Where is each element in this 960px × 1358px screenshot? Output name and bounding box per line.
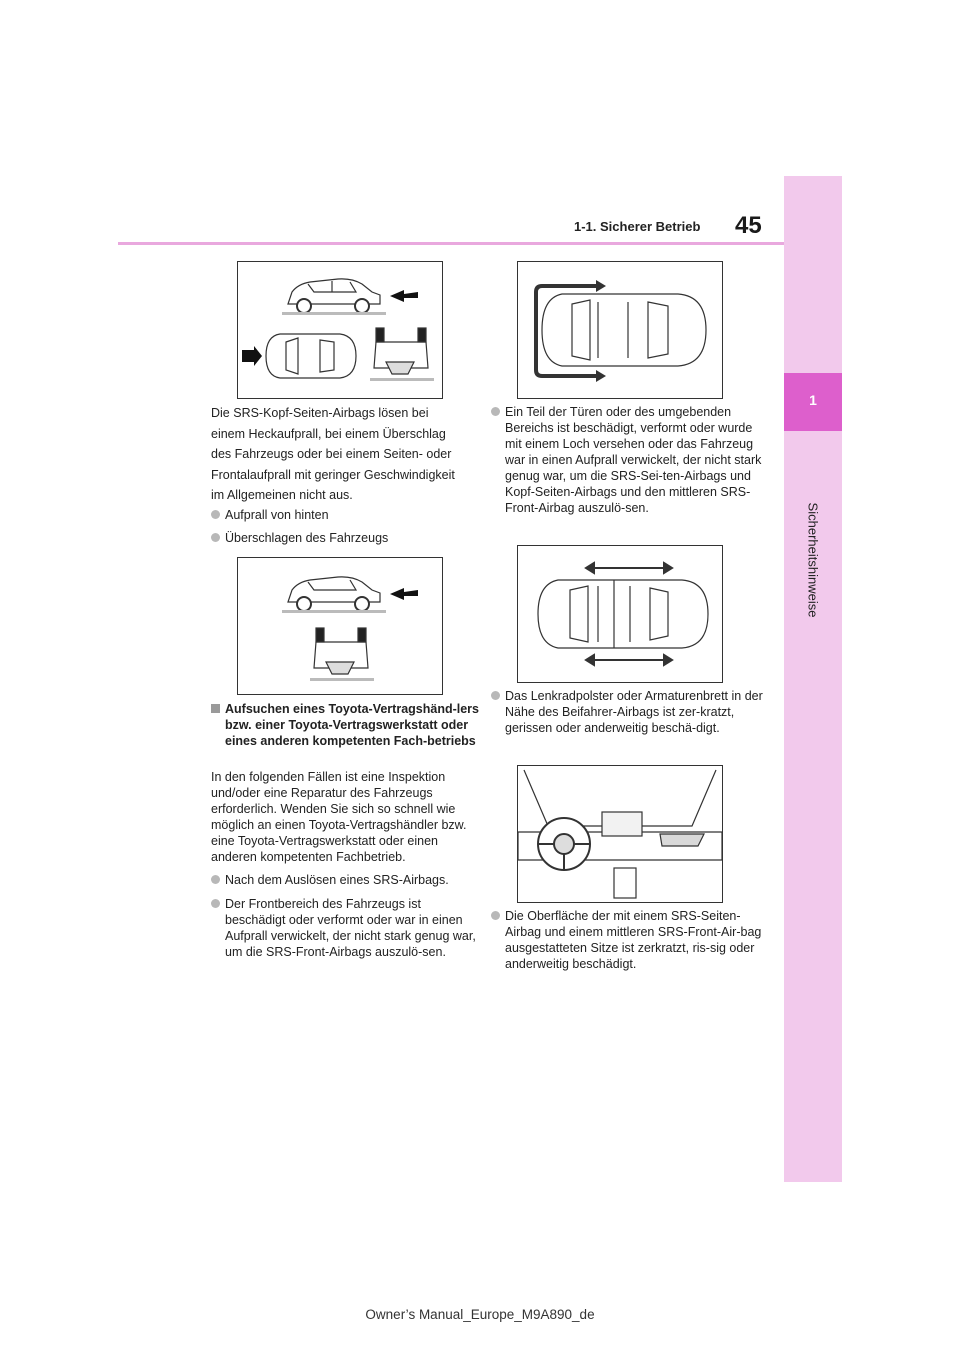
arrow-icon: [596, 280, 606, 292]
body-paragraph: In den folgenden Fällen ist eine Inspektion und/oder eine Reparatur des Fahrzeugs erforderlich. Wenden Sie sich so schnell wie möglich an einen Toyota-Vertragshändler bzw. eine Toyota-Vertragswerkstatt oder einen anderen kompetenten Fachbetrieb.: [211, 770, 467, 864]
car-overturned-illustration: [374, 328, 428, 374]
list-item: Das Lenkradpolster oder Armaturenbrett in der Nähe des Beifahrer-Airbags ist zer-kratzt, gerissen oder anderweitig beschä-digt.: [491, 688, 763, 736]
figure-front-impact: [517, 261, 723, 399]
list-item: Ein Teil der Türen oder des umgebenden Bereichs ist beschädigt, verformt oder wurde mit einem Loch versehen oder das Fahrzeug war in einen Aufprall verwickelt, der nicht stark genug war, um die SRS-Sei-ten-Airbags und Kopf-Seiten-Airbags und den mittleren SRS-Front-Airbag auszulö-sen.: [491, 404, 763, 516]
bullet-icon: [211, 533, 220, 542]
square-bullet-icon: [211, 704, 220, 713]
car-top-view-illustration: [538, 580, 708, 648]
header-divider: [118, 242, 784, 245]
bullet-icon: [491, 691, 500, 700]
steering-wheel-icon: [538, 818, 590, 870]
list-item: Die Oberfläche der mit einem SRS-Seiten-Airbag und einem mittleren SRS-Front-Air-bag ausgestatteten Sitze ist zerkratzt, ris-sig oder anderweitig beschädigt.: [491, 908, 763, 972]
bullet-icon: [491, 407, 500, 416]
chapter-side-tab: [784, 176, 842, 1182]
rear-arrow-icon: [242, 346, 262, 366]
list-item: Überschlagen des Fahrzeugs: [211, 530, 469, 546]
figure-rear-impact-rollover: [237, 261, 443, 399]
car-overturned-illustration: [314, 628, 368, 674]
figure-door-damage: [517, 545, 723, 683]
list-item: Der Frontbereich des Fahrzeugs ist beschädigt oder verformt oder war in einen Aufprall verwickelt, der nicht stark genug war, um die SRS-Front-Airbags auszulö-sen.: [211, 896, 481, 960]
bullet-icon: [491, 911, 500, 920]
car-top-view-illustration: [266, 334, 356, 378]
bullet-icon: [211, 510, 220, 519]
footer-document-id: Owner’s Manual_Europe_M9A890_de: [365, 1307, 595, 1322]
intro-paragraph: Die SRS-Kopf-Seiten-Airbags lösen bei einem Heckaufprall, bei einem Überschlag des Fahrzeugs oder bei einem Seiten- oder Frontalaufprall mit geringer Geschwindigkeit im Allgemeinen nicht aus.: [211, 406, 455, 502]
section-title: 1-1. Sicherer Betrieb: [574, 219, 701, 234]
bullet-icon: [211, 899, 220, 908]
bullet-icon: [211, 875, 220, 884]
arrow-icon: [596, 370, 606, 382]
chapter-label: Sicherheitshinweise: [805, 502, 821, 618]
section-subheading: Aufsuchen eines Toyota-Vertragshänd-lers bzw. einer Toyota-Vertragswerkstatt oder eines anderen kompetenten Fach-betriebs: [211, 701, 481, 749]
impact-arrow-icon: [390, 290, 418, 302]
impact-arrow-icon: [390, 588, 418, 600]
car-top-view-illustration: [542, 294, 706, 366]
figure-dashboard: [517, 765, 723, 903]
chapter-number: 1: [809, 392, 817, 408]
list-item: Nach dem Auslösen eines SRS-Airbags.: [211, 872, 481, 888]
figure-rollover: [237, 557, 443, 695]
list-item: Aufprall von hinten: [211, 507, 469, 523]
page-number: 45: [735, 212, 762, 239]
